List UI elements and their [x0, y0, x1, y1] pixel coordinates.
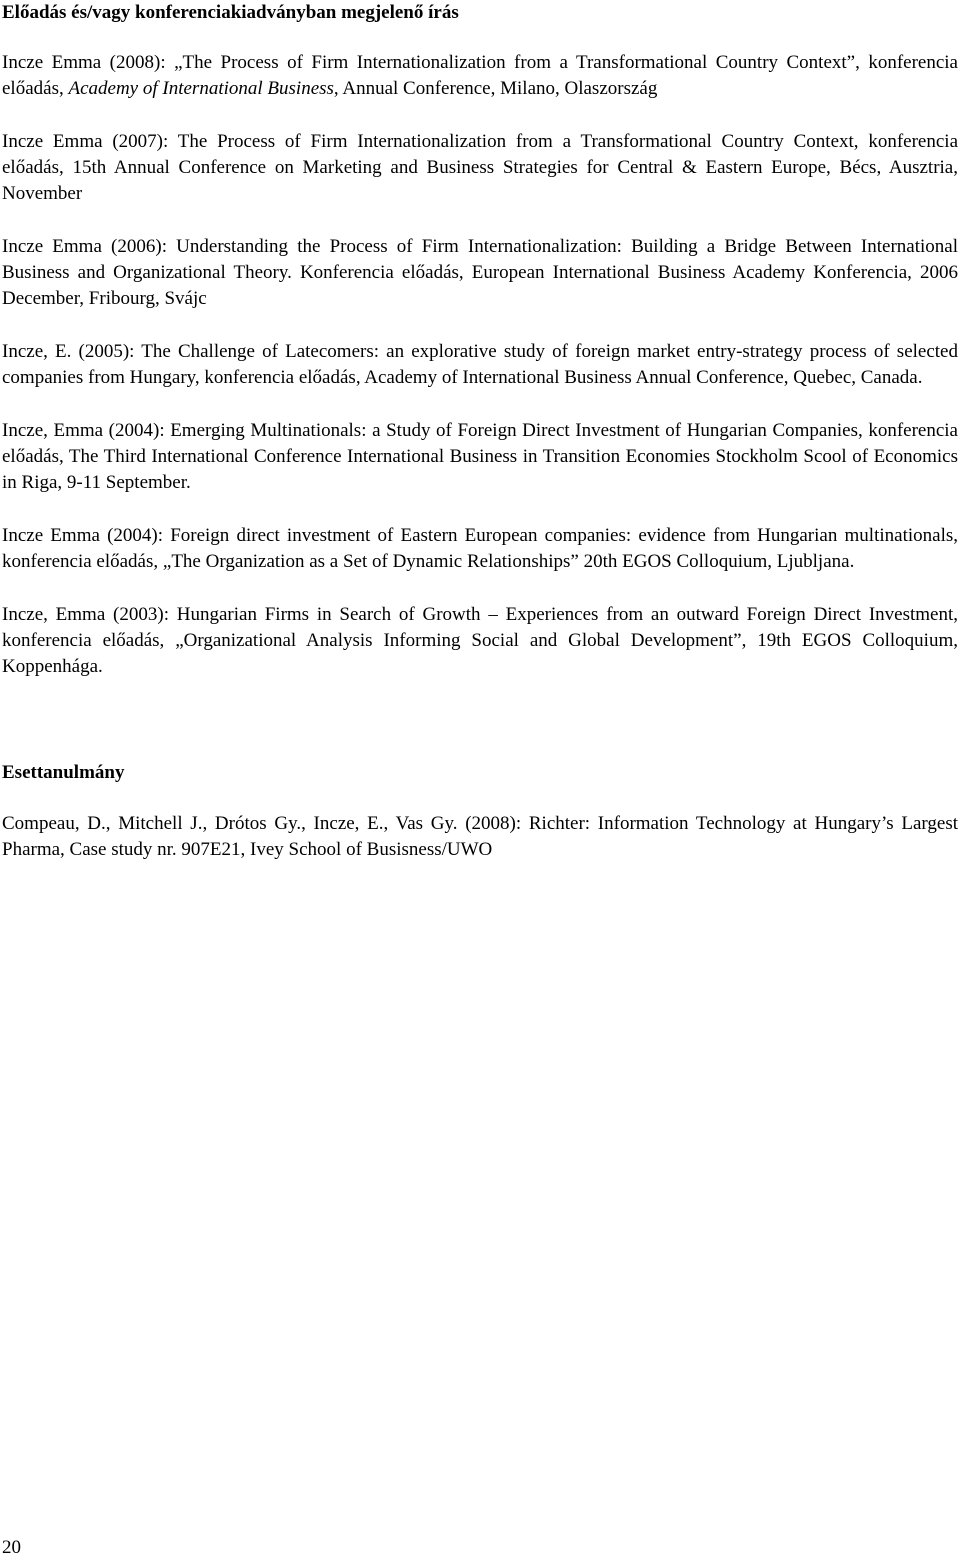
- publication-entry: Incze Emma (2008): „The Process of Firm Internationalization from a Transformational Country Context”, konferencia előadás, Academy of International Business, Annual Conference, Milano, Olaszország: [2, 52, 958, 99]
- publication-entry: Incze Emma (2006): Understanding the Process of Firm Internationalization: Building a Bridge Between International Business and Organizational Theory. Konferencia előadás, European International Business Academy Konferencia, 2006 December, Fribourg, Svájc: [2, 236, 958, 309]
- section-title-conference: Előadás és/vagy konferenciakiadványban megjelenő írás: [2, 2, 459, 23]
- page-number: 20: [2, 1537, 21, 1558]
- publication-entry: Incze, Emma (2003): Hungarian Firms in Search of Growth – Experiences from an outward Foreign Direct Investment, konferencia előadás, „Organizational Analysis Informing Social and Global Development”, 19th EGOS Colloquium, Koppenhága.: [2, 604, 958, 677]
- publication-entry: Incze, E. (2005): The Challenge of Latecomers: an explorative study of foreign market entry-strategy process of selected companies from Hungary, konferencia előadás, Academy of International Business Annual Conference, Quebec, Canada.: [2, 341, 958, 388]
- document-page: [2, 0, 958, 863]
- publication-entry: Incze Emma (2007): The Process of Firm Internationalization from a Transformational Country Context, konferencia előadás, 15th Annual Conference on Marketing and Business Strategies for Central & Eastern Europe, Bécs, Ausztria, November: [2, 131, 958, 204]
- section-title-case-study: Esettanulmány: [2, 762, 125, 783]
- publication-entry: Incze Emma (2004): Foreign direct investment of Eastern European companies: evidence from Hungarian multinationals, konferencia előadás, „The Organization as a Set of Dynamic Relationships” 20th EGOS Colloquium, Ljubljana.: [2, 525, 958, 572]
- publication-entry: Compeau, D., Mitchell J., Drótos Gy., Incze, E., Vas Gy. (2008): Richter: Information Technology at Hungary’s Largest Pharma, Case study nr. 907E21, Ivey School of Busisness/UWO: [2, 813, 958, 860]
- publication-entry: Incze, Emma (2004): Emerging Multinationals: a Study of Foreign Direct Investment of Hungarian Companies, konferencia előadás, The Third International Conference International Business in Transition Economies Stockholm Scool of Economics in Riga, 9-11 September.: [2, 420, 958, 493]
